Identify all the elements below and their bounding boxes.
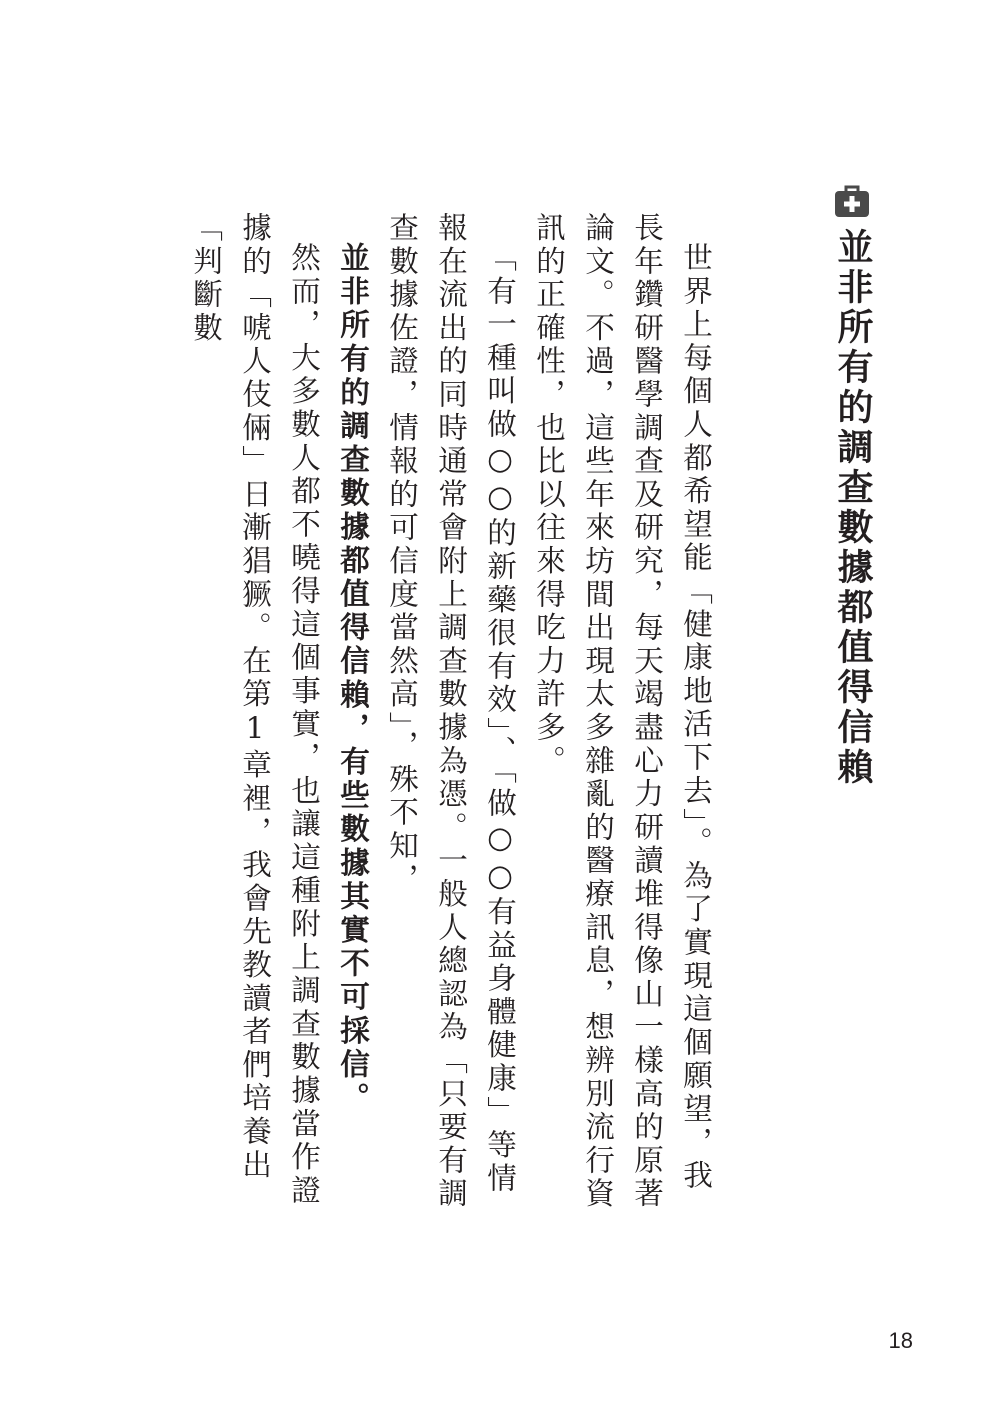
section-heading-block bbox=[826, 180, 878, 788]
paragraph-emphasis: 並非所有的調查數據都值得信賴，有些數據其實不可採信。 bbox=[336, 241, 370, 1116]
paragraph-chapter-one: 然而，大多數人都不曉得這個事實，也讓這種附上調查數據當作證據的「唬人伎倆」日漸猖獗。在第1章裡，我會先教讀者們培養出「判斷數 bbox=[189, 212, 321, 1208]
section-title: 並非所有的調查數據都值得信賴 bbox=[832, 228, 873, 788]
paragraph-claims: 「有一種叫做○○的新藥很有效」、「做○○有益身體健康」等情報在流出的同時通常會附上調查數據為憑。一般人總認為「只要有調查數據佐證，情報的可信度當然高」，殊不知， bbox=[385, 212, 517, 1211]
body-text bbox=[130, 212, 720, 1212]
first-aid-kit-icon bbox=[834, 184, 870, 218]
page-number: 18 bbox=[888, 1328, 913, 1353]
paragraph-intro: 世界上每個人都希望能「健康地活下去」。為了實現這個願望，我長年鑽研醫學調查及研究，每天竭盡心力研讀堆得像山一樣高的原著論文。不過，這些年來坊間出現太多雜亂的醫療訊息，想辨別流行資訊的正確性，也比以往來得吃力許多。 bbox=[532, 212, 713, 1211]
